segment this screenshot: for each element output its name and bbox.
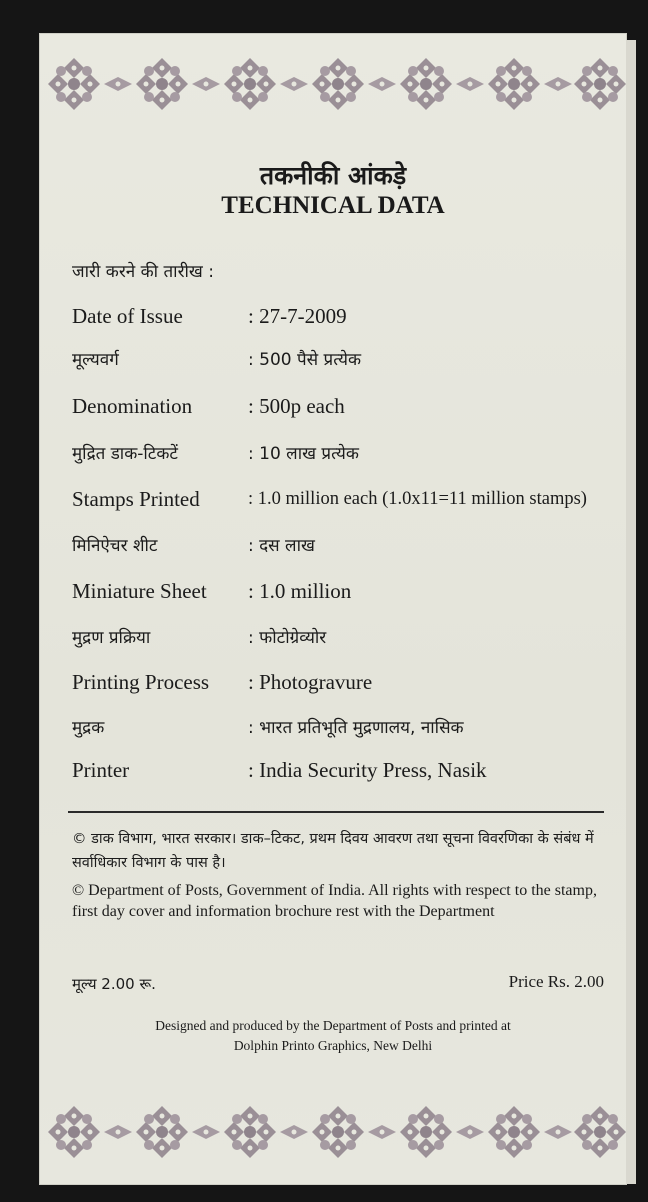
row-value: : 500 पैसे प्रत्येक: [248, 350, 362, 370]
row-value: : दस लाख: [248, 536, 315, 556]
title-english: TECHNICAL DATA: [221, 192, 445, 219]
row-value: : 1.0 million each (1.0x11=11 million stamps): [248, 489, 587, 509]
data-row-issue-date-hindi: [72, 256, 612, 286]
brochure-card: [40, 34, 626, 1184]
row-label: Date of Issue: [72, 304, 183, 328]
copyright-hindi: © डाक विभाग, भारत सरकार। डाक–टिकट, प्रथम दिवय आवरण तथा सूचना विवरणिका के संबंध में सर्वाधिकार विभाग के पास है।: [72, 831, 594, 871]
row-value: : 27-7-2009: [248, 304, 347, 328]
row-value: : Photogravure: [248, 670, 373, 694]
row-label: जारी करने की तारीख :: [72, 262, 214, 282]
title-hindi: तकनीकी आंकड़े: [259, 161, 407, 190]
row-value: : 1.0 million: [248, 579, 352, 603]
data-row-miniature-sheet-hindi: [72, 530, 612, 560]
data-row-denomination-hindi: [72, 344, 612, 374]
data-row-stamps-printed: [72, 487, 612, 517]
row-label: मुद्रक: [72, 718, 105, 738]
top-ornamental-border: [40, 44, 626, 124]
data-row-printer: [72, 758, 612, 788]
data-row-miniature-sheet: [72, 579, 612, 609]
row-value: : India Security Press, Nasik: [248, 758, 487, 782]
credits-line-2: Dolphin Printo Graphics, New Delhi: [233, 1038, 433, 1053]
row-value: : फोटोग्रेव्योर: [248, 628, 327, 648]
row-label: Printer: [72, 758, 130, 782]
divider-line: [68, 811, 604, 813]
price-hindi: मूल्य 2.00 रू.: [72, 975, 156, 993]
data-row-printer-hindi: [72, 712, 612, 742]
data-row-printing-process: [72, 670, 612, 700]
copyright-english: © Department of Posts, Government of India. All rights with respect to the stamp, first day cover and information brochure rest with the Department: [72, 882, 597, 920]
row-label: मुद्रण प्रक्रिया: [72, 628, 151, 648]
row-value: : 500p each: [248, 394, 345, 418]
row-label: मूल्यवर्ग: [72, 350, 119, 370]
row-label: Miniature Sheet: [72, 579, 207, 603]
data-row-date-of-issue: [72, 304, 612, 334]
row-value: : भारत प्रतिभूति मुद्रणालय, नासिक: [248, 718, 464, 738]
bottom-ornamental-border: [40, 1092, 626, 1172]
row-value: : 10 लाख प्रत्येक: [248, 444, 359, 464]
row-label: मिनिऐचर शीट: [72, 536, 158, 556]
credits: [40, 1016, 626, 1056]
row-label: मुद्रित डाक-टिकटें: [72, 444, 178, 464]
ornament-pattern-top: [40, 44, 626, 124]
price-english: Price Rs. 2.00: [508, 972, 604, 991]
row-label: Printing Process: [72, 670, 210, 694]
ornament-pattern-bottom: [40, 1092, 626, 1172]
row-label: Denomination: [72, 394, 193, 418]
data-row-denomination: [72, 394, 612, 424]
data-row-stamps-printed-hindi: [72, 438, 612, 468]
data-row-printing-process-hindi: [72, 622, 612, 652]
credits-line-1: Designed and produced by the Department of Posts and printed at: [155, 1018, 511, 1033]
row-label: Stamps Printed: [72, 487, 200, 511]
